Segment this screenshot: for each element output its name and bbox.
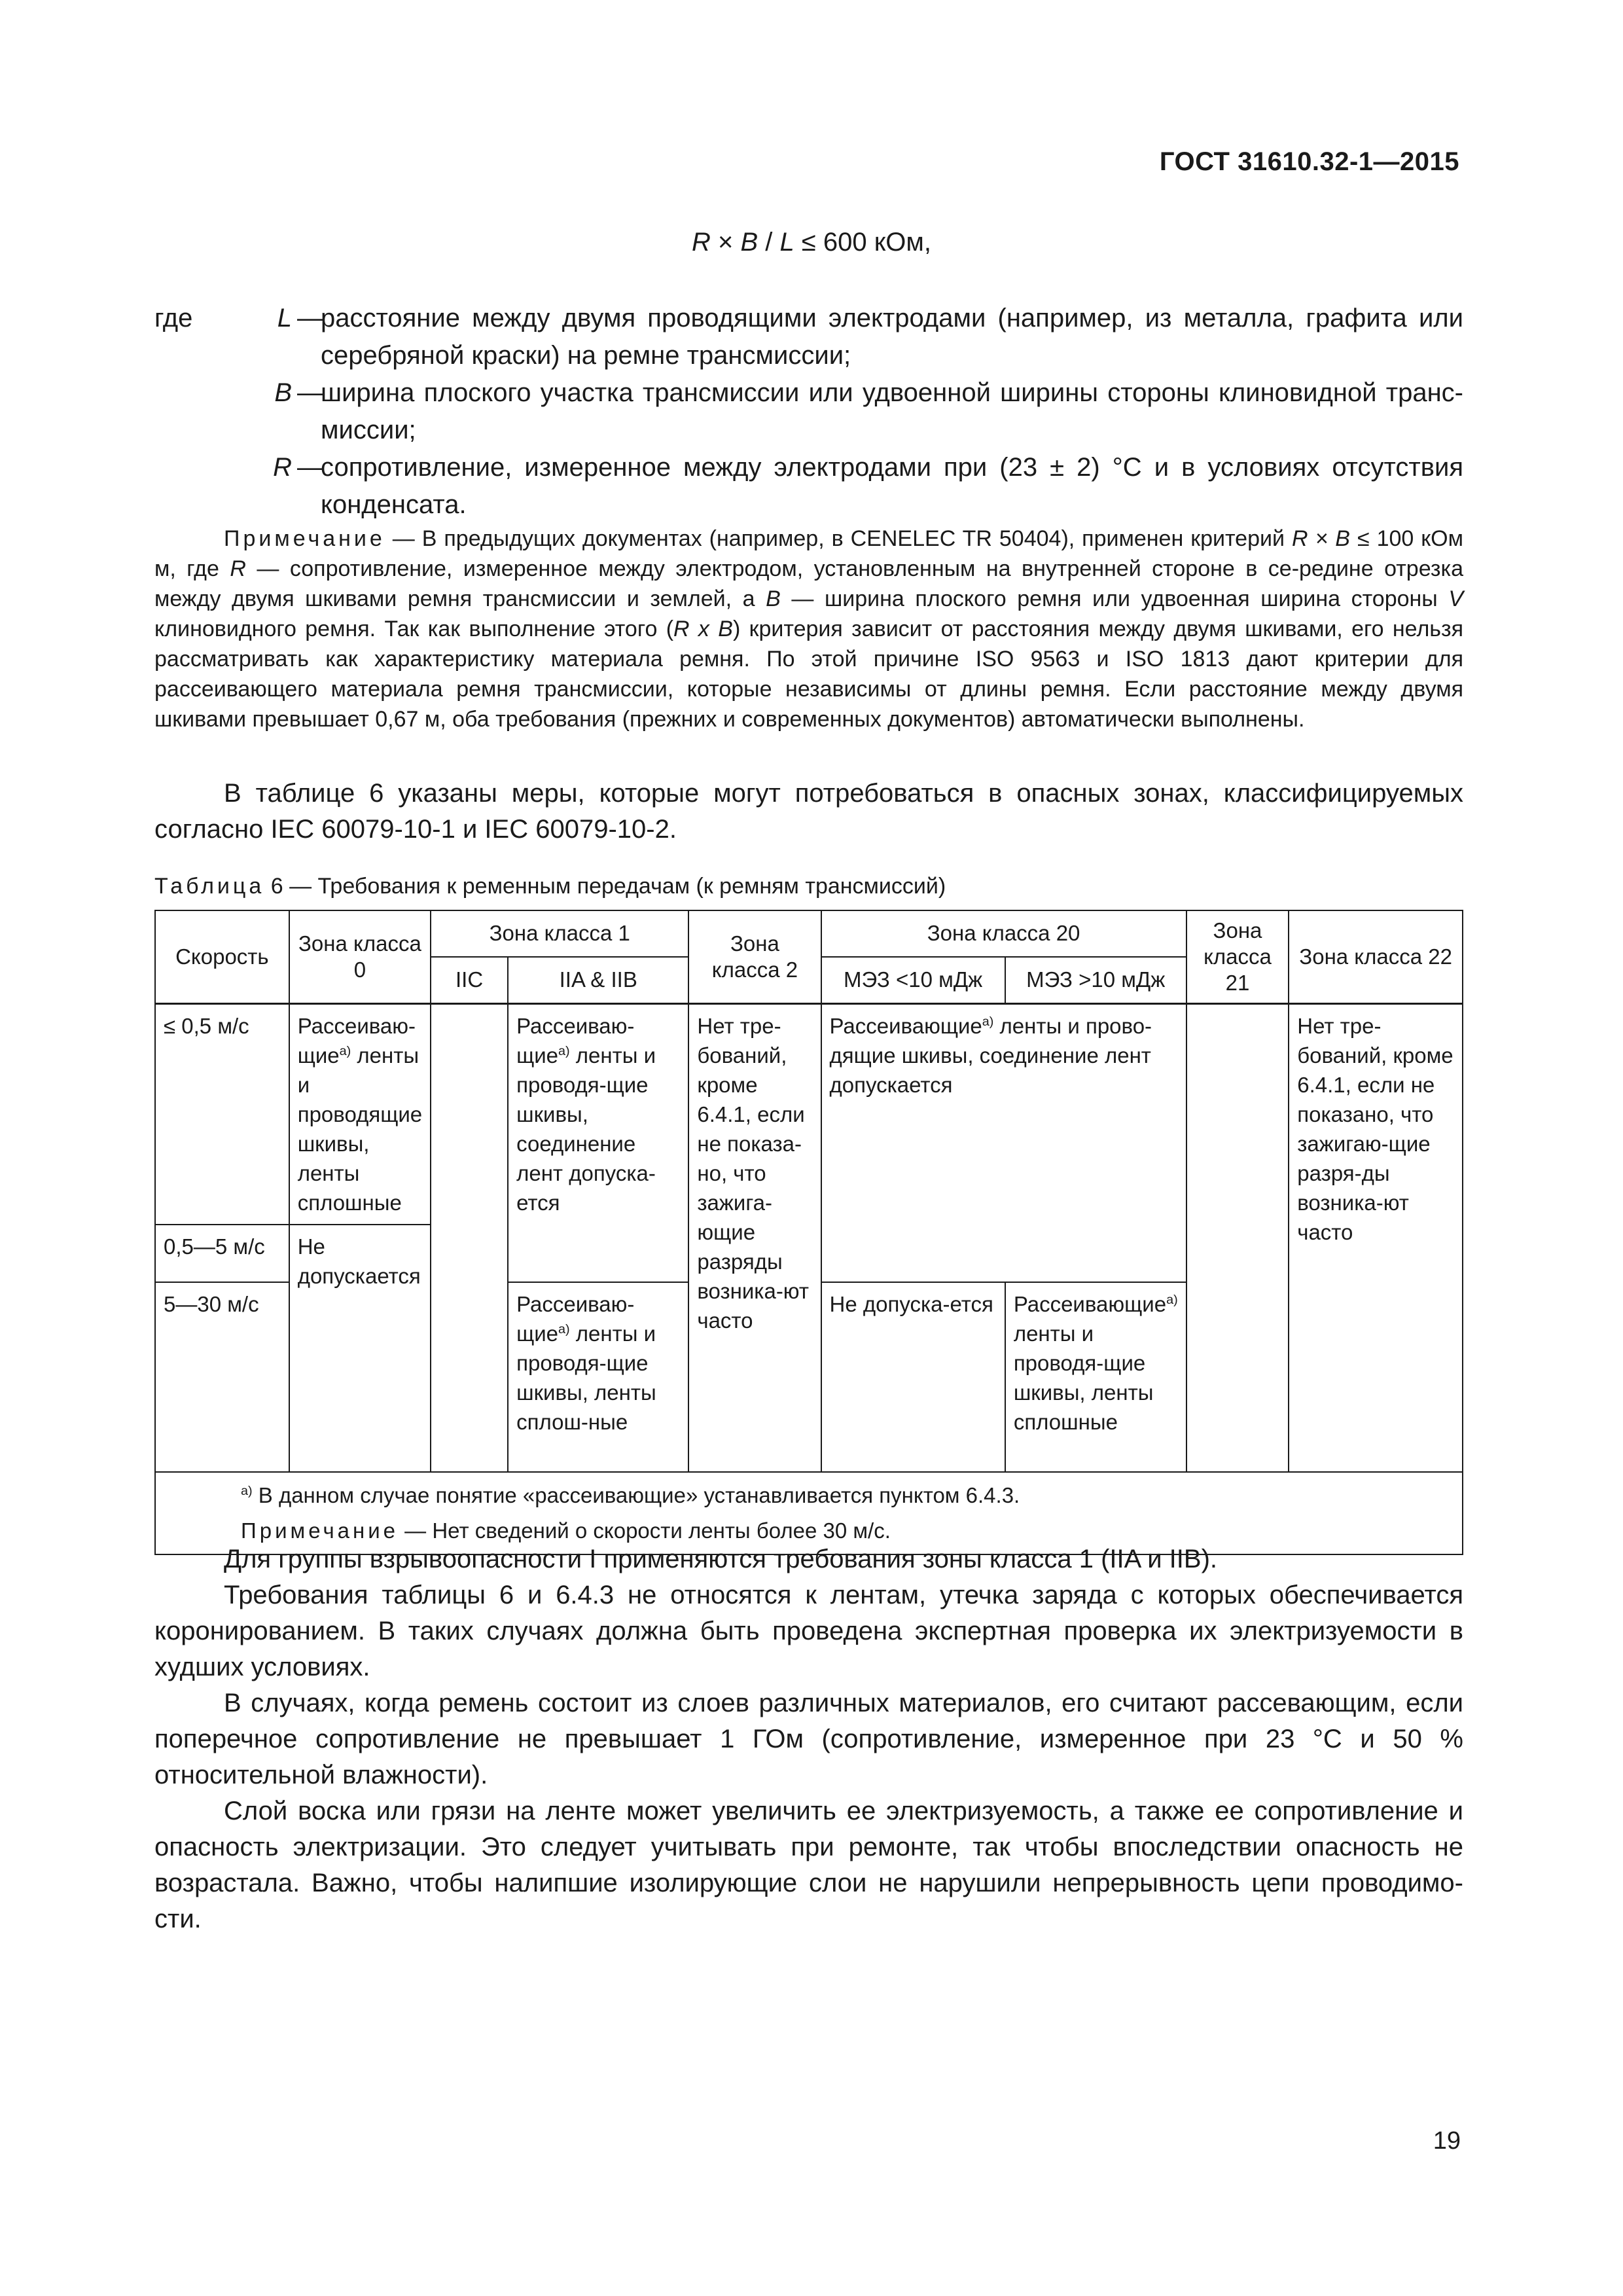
cell-speed: ≤ 0,5 м/с [155,1004,289,1225]
note-text: B [766,586,781,611]
cell-text: ленты и проводя-щие шкивы, ленты сплошные [1013,1321,1154,1434]
header-zone22: Зона класса 22 [1289,910,1463,1004]
note-text: V [1448,586,1463,611]
formula-l: L [779,228,794,257]
cell-zone1-iia-iib [508,1282,688,1472]
header-zone21: Зона класса 21 [1186,910,1289,1004]
note-label: Примечание [224,526,385,551]
formula-times: × [710,228,741,257]
header-zone20: Зона класса 20 [821,910,1186,957]
definition-r [154,449,1463,524]
definition-symbol: L [277,304,292,332]
cell-zone0 [289,1004,431,1225]
cell-text: Рассеивающие [829,1014,982,1038]
header-zone20-mez-gt: МЭЗ >10 мДж [1005,957,1186,1004]
table-row [155,1004,1463,1225]
cell-speed: 0,5—5 м/с [155,1225,289,1282]
header-zone2: Зона класса 2 [688,910,821,1004]
header-speed: Скорость [155,910,289,1004]
table-caption-word: Таблица [154,874,265,899]
page-number: 19 [1433,2127,1461,2155]
cell-zone20-gt [1005,1282,1186,1472]
note-text: клиновидного ремня. Так как выполнение этого ( [154,617,674,641]
formula-b: B [740,228,758,257]
definition-l [154,300,1463,374]
cell-zone21 [1186,1004,1289,1473]
definition-text: сопротивление, измеренное между электродами при (23 ± 2) °С и в условиях отсутствия конденсата. [321,453,1463,519]
footnote-note-label: Примечание [241,1518,399,1543]
table-intro-paragraph: В таблице 6 указаны меры, которые могут потребоваться в опасных зонах, классифицируемых согласно IEC 60079-10-1 и IEC 60079-10-2. [154,779,1463,844]
cell-text: Рассеиваю-щие [516,1014,635,1067]
table-caption [154,874,946,899]
cell-text: ленты и проводя-щие шкивы, соединение лент допуска-ется [516,1043,656,1215]
cell-zone0: Не допускается [289,1225,431,1472]
cell-zone2: Нет тре-бований, кроме 6.4.1, если не показа-но, что зажига-ющие разряды возника-ют часто [688,1004,821,1473]
definition-symbol: B [274,378,292,407]
definition-dash: — [297,453,323,482]
note-paragraph [154,524,1463,734]
paragraph: В случаях, когда ремень состоит из слоев различных материалов, его считают рассевающим, если поперечное сопротивление не превышает 1 ГОм (сопротивление, измеренное при 23 °С и 50 % относительной влажности). [154,1689,1463,1789]
cell-text: ленты и проводя-щие шкивы, ленты сплош-ные [516,1321,656,1434]
cell-text: ленты и проводящие шкивы, ленты сплошные [297,1043,423,1215]
paragraph: Для группы взрывоопасности I применяются требования зоны класса 1 (IIA и IIB). [224,1545,1218,1573]
definition-dash: — [297,304,323,332]
note-text: — сопротивление, измеренное между электродом, установленным на внутренней стороне в се-редине отрезка между двумя шкивами ремня трансмиссии и землей, а [154,556,1463,611]
definition-b [154,374,1463,449]
formula [0,228,1623,257]
definition-symbol: R [273,453,292,482]
footnote-note-text: — Нет сведений о скорости ленты более 30 м/с. [399,1518,891,1543]
footnote-mark: a) [339,1044,351,1058]
note-text: R x B [673,617,733,641]
cell-text: Рассеиваю-щие [297,1014,416,1067]
note-text: — В предыдущих документах (например, в CENELEC TR 50404), применен критерий [385,526,1292,551]
note-text: ≤ 100 кОм м, где [154,526,1463,581]
header-zone1-iia-iib: IIA & IIB [508,957,688,1004]
header-zone1-iic: IIC [431,957,508,1004]
header-zone0: Зона класса 0 [289,910,431,1004]
cell-zone22: Нет тре-бований, кроме 6.4.1, если не показано, что зажигаю-щие разря-ды возника-ют часто [1289,1004,1463,1473]
note-text: — ширина плоского ремня или удвоенная ширина стороны [780,586,1449,611]
header-zone20-mez-lt: МЭЗ <10 мДж [821,957,1005,1004]
cell-zone1-iic [431,1004,508,1473]
definition-text: расстояние между двумя проводящими электродами (например, из металла, графита или серебряной краски) на ремне трансмиссии; [321,304,1463,370]
header-zone1: Зона класса 1 [431,910,688,957]
paragraph: Требования таблицы 6 и 6.4.3 не относятся к лентам, утечка заряда с которых обеспечивается коронированием. В таких случаях должна быть проведена экспертная проверка их электризуемости в худших условиях. [154,1581,1463,1681]
cell-zone20-lt: Не допуска-ется [821,1282,1005,1472]
cell-text: Рассеивающие [1013,1292,1167,1316]
cell-text: ленты и прово-дящие шкивы, соединение лент допускается [829,1014,1152,1097]
formula-r: R [691,228,711,257]
where-label: где [154,304,193,332]
definition-text: ширина плоского участка трансмиссии или удвоенной ширины стороны клиновидной транс-миссии; [321,378,1463,444]
cell-zone20 [821,1004,1186,1283]
cell-speed: 5—30 м/с [155,1282,289,1472]
footnote-mark: a) [1166,1293,1178,1307]
body-paragraphs [154,1541,1463,1937]
paragraph: Слой воска или грязи на ленте может увеличить ее электризуемость, а также ее сопротивление и опасность электризации. Это следует учитывать при ремонте, так чтобы впоследствии опасность не возрастала. Важно, чтобы налипшие изолирующие слои не нарушили непрерывность цепи проводимо-сти. [154,1797,1463,1933]
definition-dash: — [297,378,323,407]
footnote-mark: a) [241,1484,253,1498]
footnote-mark: a) [982,1014,994,1029]
formula-rhs: ≤ 600 кОм, [794,228,932,257]
table-caption-text: 6 — Требования к ременным передачам (к ремням трансмиссий) [264,874,946,899]
note-text: ) критерия зависит от расстояния между двумя шкивами, его нельзя рассматривать как характеристику материала ремня. По этой причине ISO 9563 и ISO 1813 дают критерии для рассеивающего материала ремня трансмиссии, которые независимы от длины ремня. Если расстояние между двумя шкивами превышает 0,67 м, оба требования (прежних и современных документов) автоматически выполнены. [154,617,1464,732]
table-header-row [155,910,1463,957]
formula-slash: / [758,228,780,257]
standard-number: ГОСТ 31610.32-1—2015 [1159,147,1459,176]
definitions [154,300,1463,524]
footnote-text: В данном случае понятие «рассеивающие» устанавливается пунктом 6.4.3. [252,1483,1020,1507]
footnote-mark: a) [558,1322,570,1336]
footnote-a [241,1478,1454,1513]
note-text: R [230,556,246,581]
note-text: R × B [1291,526,1350,551]
requirements-table [154,910,1463,1555]
footnote-mark: a) [558,1044,570,1058]
cell-text: Рассеиваю-щие [516,1292,635,1346]
cell-zone1-iia-iib [508,1004,688,1283]
